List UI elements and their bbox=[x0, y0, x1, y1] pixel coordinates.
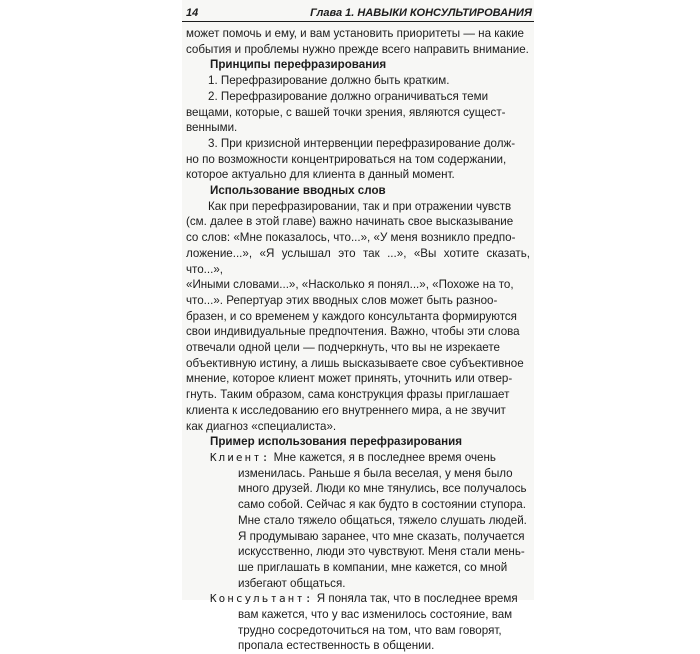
section-heading-principles: Принципы перефразирования bbox=[210, 58, 387, 72]
text-line: искусственно, люди это чувствуют. Меня стали мень- bbox=[238, 545, 525, 559]
text-line: само собой. Сейчас я как будто в состоянии ступора. bbox=[238, 498, 526, 512]
text-line: 3. При кризисной интервенции перефразирование долж- bbox=[208, 136, 516, 150]
page-number: 14 bbox=[186, 7, 199, 19]
text-line: Я продумываю заранее, что мне сказать, получается bbox=[238, 529, 525, 543]
text-line: 1. Перефразирование должно быть кратким. bbox=[208, 74, 450, 88]
header-rule bbox=[182, 21, 534, 22]
text-line: трудно сосредоточиться на том, что вам говорят, bbox=[238, 623, 502, 637]
utterance-text: Мне кажется, я в последнее время очень bbox=[273, 450, 496, 464]
text-line: что...». Репертуар этих вводных слов может быть разноо- bbox=[186, 293, 498, 307]
text-line: пропала естественность в общении. bbox=[238, 639, 435, 653]
text-line: «Иными словами...», «Насколько я понял...», «Похоже на то, bbox=[186, 278, 514, 292]
text-line: может помочь и ему, и вам установить приоритеты — на какие bbox=[186, 27, 525, 40]
utterance-text: Я поняла так, что в последнее время bbox=[316, 592, 518, 606]
running-header bbox=[182, 4, 534, 21]
text-line: но по возможности концентрироваться на том содержании, bbox=[186, 152, 507, 166]
text-line: венными. bbox=[186, 121, 238, 135]
dialog-consultant bbox=[186, 591, 530, 654]
text-line: со слов: «Мне показалось, что...», «У меня возникло предпо- bbox=[186, 231, 516, 245]
text-line: ше приглашать в компании, мне кажется, со мной bbox=[238, 560, 508, 574]
text-line: отвечали одной цели — подчеркнуть, что вы не изрекаете bbox=[186, 341, 500, 355]
page-body bbox=[186, 26, 530, 654]
text-line: 2. Перефразирование должно ограничиваться теми bbox=[208, 89, 489, 103]
text-line: вам кажется, что у вас изменилось состояние, вам bbox=[238, 608, 513, 622]
chapter-title: Глава 1. НАВЫКИ КОНСУЛЬТИРОВАНИЯ bbox=[310, 7, 532, 19]
section-heading-intro-words: Использование вводных слов bbox=[210, 184, 386, 198]
text-line: Как при перефразировании, так и при отражении чувств bbox=[208, 199, 512, 213]
book-page bbox=[182, 0, 534, 653]
text-line: клиента к исследованию его внутреннего мира, а не звучит bbox=[186, 403, 506, 417]
principle-item-3 bbox=[186, 136, 530, 183]
principle-item-2 bbox=[186, 89, 530, 136]
text-line: избегают общаться. bbox=[238, 576, 346, 590]
text-line: вещами, которые, с вашей точки зрения, являются сущест- bbox=[186, 105, 506, 119]
text-line: объективную истину, а лишь высказываете свое субъективное bbox=[186, 356, 524, 370]
section-heading-example: Пример использования перефразирования bbox=[210, 435, 462, 449]
text-line: события и проблемы нужно прежде всего направить внимание. bbox=[186, 42, 529, 56]
text-line: изменилась. Раньше я была веселая, у меня было bbox=[238, 466, 513, 480]
text-line: гнуть. Таким образом, сама конструкция фразы приглашает bbox=[186, 388, 510, 402]
dialog-first-line bbox=[186, 591, 530, 607]
speaker-label: Клиент: bbox=[210, 450, 271, 464]
text-line: которое актуально для клиента в данный момент. bbox=[186, 168, 455, 182]
text-line: Мне стало тяжело общаться, тяжело слушать людей. bbox=[238, 513, 527, 527]
text-line: бразен, и со временем у каждого консультанта формируются bbox=[186, 309, 517, 323]
intro-words-paragraph bbox=[186, 199, 530, 435]
dialog-first-line bbox=[186, 450, 530, 466]
intro-paragraph bbox=[186, 26, 530, 57]
text-line: (см. далее в этой главе) важно начинать свое высказывание bbox=[186, 215, 514, 229]
principle-item-1 bbox=[186, 73, 530, 89]
text-line: ложение...», «Я услышал это так ...», «Вы хотите сказать, что...», bbox=[186, 246, 530, 276]
speaker-label: Консультант: bbox=[210, 592, 314, 606]
text-line: много друзей. Люди ко мне тянулись, все получалось bbox=[238, 482, 527, 496]
text-line: мнение, которое клиент может принять, уточнить или отвер- bbox=[186, 372, 513, 386]
dialog-client bbox=[186, 450, 530, 591]
text-line: как диагноз «специалиста». bbox=[186, 419, 337, 433]
text-line: свои индивидуальные предпочтения. Важно, чтобы эти слова bbox=[186, 325, 520, 339]
